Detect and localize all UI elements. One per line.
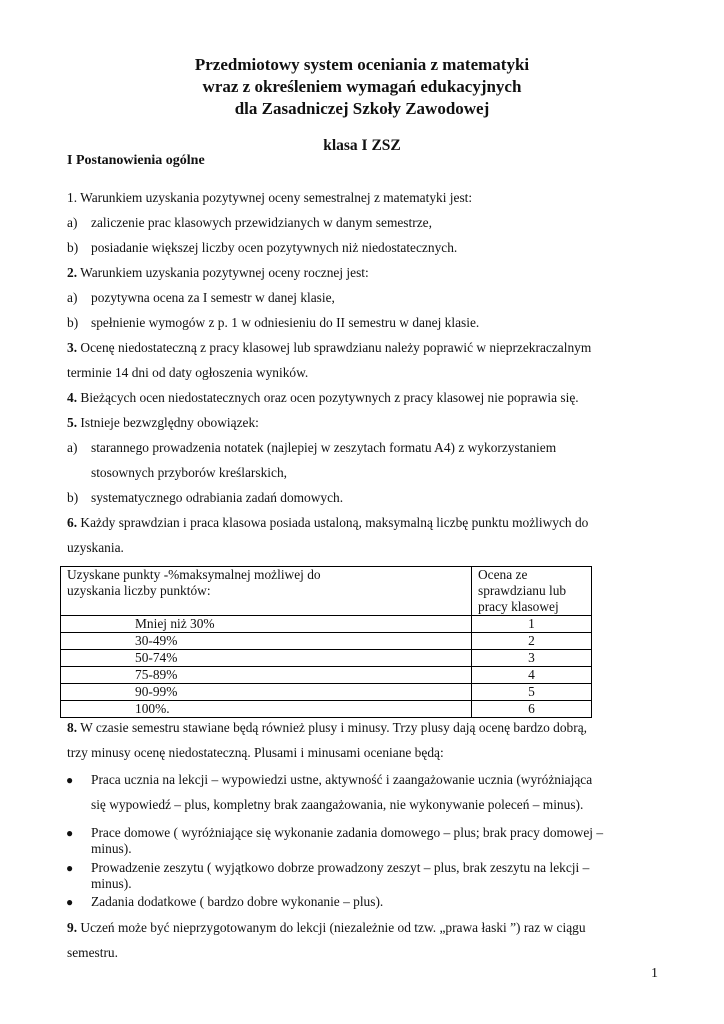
- grades-table: [60, 566, 592, 718]
- list-item: [66, 825, 646, 857]
- bullet-2-line-1: Prace domowe ( wyróżniające się wykonanie zadania domowego – plus; brak pracy domowej –: [91, 825, 604, 840]
- p2-b-label: b): [67, 315, 79, 330]
- p5-b-label: b): [67, 490, 79, 505]
- p1-item-a: [67, 215, 432, 231]
- bullet-1-line-1: Praca ucznia na lekcji – wypowiedzi ustne, aktywność i zaangażowanie ucznia (wyróżniająca: [91, 772, 593, 787]
- p5-intro-text: Istnieje bezwzględny obowiązek:: [80, 415, 259, 430]
- p9-line-2: semestru.: [67, 945, 118, 960]
- p5-a-label: a): [67, 440, 78, 455]
- range-cell: Mniej niż 30%: [61, 616, 472, 633]
- p9-number: 9.: [67, 920, 78, 935]
- section-heading: I Postanowienia ogólne: [67, 153, 205, 168]
- header-points: [61, 567, 472, 616]
- p2-a-text: pozytywna ocena za I semestr w danej klasie,: [91, 290, 335, 305]
- p6-line-1: [67, 515, 588, 531]
- p5-intro: [67, 415, 259, 431]
- range-cell: 30-49%: [61, 633, 472, 650]
- p1-b-label: b): [67, 240, 79, 255]
- p9-line-1: [67, 920, 586, 936]
- p1-a-text: zaliczenie prac klasowych przewidzianych w danym semestrze,: [91, 215, 432, 230]
- bullet-icon: ●: [66, 773, 74, 787]
- p3-number: 3.: [67, 340, 78, 355]
- grade-cell: 4: [472, 667, 592, 684]
- bullet-icon: ●: [66, 826, 74, 840]
- grade-cell: 6: [472, 701, 592, 718]
- p2-intro-text: Warunkiem uzyskania pozytywnej oceny rocznej jest:: [80, 265, 369, 280]
- p5-b-text: systematycznego odrabiania zadań domowych.: [91, 490, 344, 505]
- class-subtitle: klasa I ZSZ: [323, 137, 401, 154]
- p1-item-b: [67, 240, 457, 256]
- grade-cell: 5: [472, 684, 592, 701]
- p3-line1-text: Ocenę niedostateczną z pracy klasowej lub sprawdzianu należy poprawić w nieprzekraczalnym: [80, 340, 592, 355]
- grade-cell: 3: [472, 650, 592, 667]
- document-title: [0, 54, 724, 120]
- p8-line-1: [67, 720, 587, 736]
- p1-b-text: posiadanie większej liczby ocen pozytywnych niż niedostatecznych.: [91, 240, 458, 255]
- p2-item-b: [67, 315, 479, 331]
- bullet-icon: ●: [66, 861, 74, 875]
- p1-intro: 1. Warunkiem uzyskania pozytywnej oceny semestralnej z matematyki jest:: [67, 190, 473, 205]
- p2-intro: [67, 265, 369, 281]
- range-cell: 50-74%: [61, 650, 472, 667]
- p3-line-1: [67, 340, 591, 356]
- header-points-line-1: Uzyskane punkty -%maksymalnej możliwej do: [67, 567, 321, 582]
- range-cell: 100%.: [61, 701, 472, 718]
- table-row: [61, 667, 592, 684]
- list-item: [66, 772, 646, 813]
- p8-line-2: trzy minusy ocenę niedostateczną. Plusami i minusami oceniane będą:: [67, 745, 444, 760]
- list-item: [66, 894, 646, 910]
- p2-a-label: a): [67, 290, 78, 305]
- page-number: 1: [651, 966, 658, 981]
- table-row: [61, 616, 592, 633]
- p4-number: 4.: [67, 390, 78, 405]
- header-grade: [472, 567, 592, 616]
- table-row: [61, 650, 592, 667]
- p3-line-2: terminie 14 dni od daty ogłoszenia wyników.: [67, 365, 309, 380]
- range-cell: 75-89%: [61, 667, 472, 684]
- p5-item-a: [67, 440, 556, 456]
- table-row: [61, 684, 592, 701]
- p2-number: 2.: [67, 265, 78, 280]
- title-line-3: dla Zasadniczej Szkoły Zawodowej: [234, 99, 490, 118]
- p6-line-2: uzyskania.: [67, 540, 124, 555]
- table-row: [61, 633, 592, 650]
- bullet-1-line-2: się wypowiedź – plus, kompletny brak zaangażowania, nie wykonywanie poleceń – minus).: [91, 797, 584, 812]
- p1-a-label: a): [67, 215, 78, 230]
- p2-b-text: spełnienie wymogów z p. 1 w odniesieniu do II semestru w danej klasie.: [91, 315, 480, 330]
- p9-line1-text: Uczeń może być nieprzygotowanym do lekcji (niezależnie od tzw. „prawa łaski ”) raz w ciągu: [80, 920, 586, 935]
- p5-a-text-1: starannego prowadzenia notatek (najlepiej w zeszytach formatu A4) z wykorzystaniem: [91, 440, 557, 455]
- p5-number: 5.: [67, 415, 78, 430]
- p4-text: Bieżących ocen niedostatecznych oraz ocen pozytywnych z pracy klasowej nie poprawia się.: [80, 390, 579, 405]
- p4-line: [67, 390, 579, 406]
- table-row: [61, 701, 592, 718]
- title-line-1: Przedmiotowy system oceniania z matematyki: [194, 55, 530, 74]
- p8-number: 8.: [67, 720, 78, 735]
- grade-cell: 2: [472, 633, 592, 650]
- bullet-3-line-1: Prowadzenie zeszytu ( wyjątkowo dobrze prowadzony zeszyt – plus, brak zeszytu na lekcji –: [91, 860, 590, 875]
- p2-item-a: [67, 290, 335, 306]
- p5-item-b: [67, 490, 343, 506]
- range-cell: 90-99%: [61, 684, 472, 701]
- header-grade-line-1: Ocena ze sprawdzianu lub: [478, 567, 567, 598]
- bullet-icon: ●: [66, 895, 74, 909]
- p8-line1-text: W czasie semestru stawiane będą również plusy i minusy. Trzy plusy dają ocenę bardzo dobrą,: [80, 720, 587, 735]
- table-header-row: [61, 567, 592, 616]
- header-points-line-2: uzyskania liczby punktów:: [67, 583, 211, 598]
- p5-a-text-2: stosownych przyborów kreślarskich,: [91, 465, 287, 480]
- bullet-4-line-1: Zadania dodatkowe ( bardzo dobre wykonanie – plus).: [91, 894, 384, 909]
- title-line-2: wraz z określeniem wymagań edukacyjnych: [202, 77, 522, 96]
- list-item: [66, 860, 646, 892]
- bullet-3-line-2: minus).: [91, 876, 132, 891]
- bullet-2-line-2: minus).: [91, 841, 132, 856]
- p6-line1-text: Każdy sprawdzian i praca klasowa posiada ustaloną, maksymalną liczbę punktu możliwych do: [80, 515, 589, 530]
- grade-cell: 1: [472, 616, 592, 633]
- header-grade-line-2: pracy klasowej: [478, 599, 559, 614]
- p6-number: 6.: [67, 515, 78, 530]
